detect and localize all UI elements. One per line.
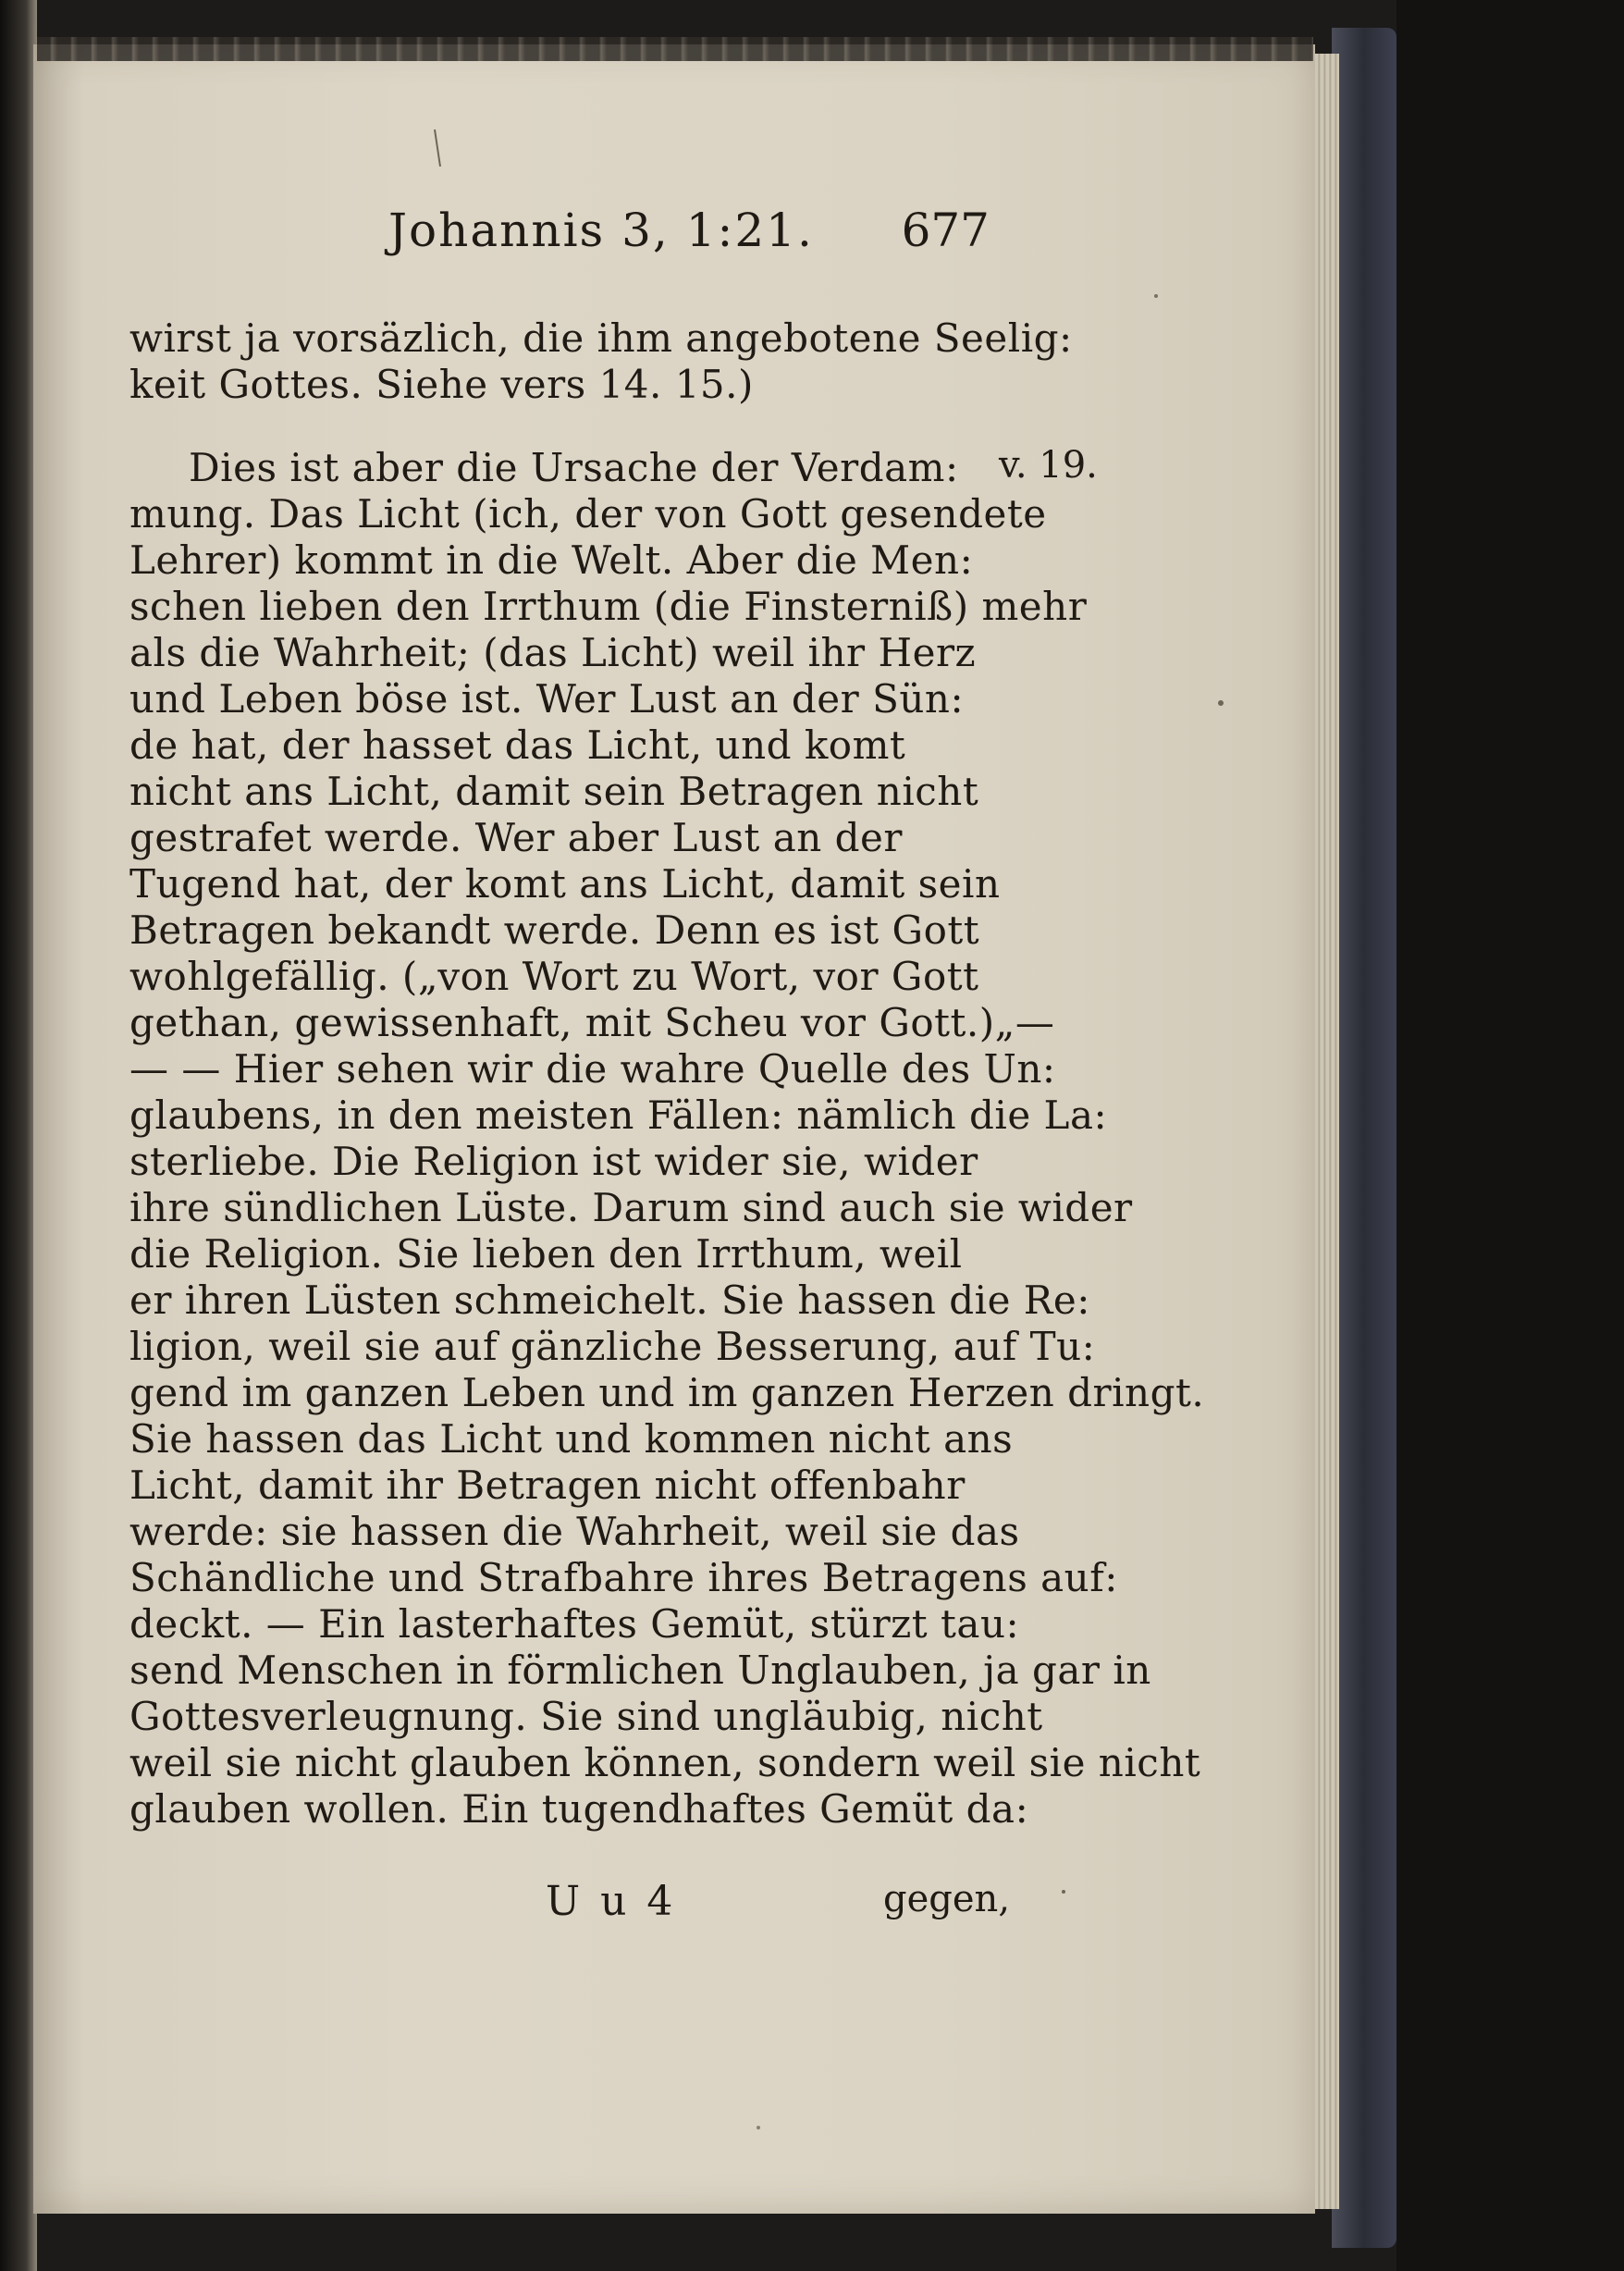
text-line: send Menschen in förmlichen Unglauben, ja gar in <box>129 1648 1151 1693</box>
text-line: Lehrer) kommt in die Welt. Aber die Men: <box>129 537 974 583</box>
text-line: werde: sie hassen die Wahrheit, weil sie das <box>129 1509 1020 1554</box>
text-line: ihre sündlichen Lüste. Darum sind auch sie wider <box>129 1185 1133 1230</box>
page-number: 677 <box>901 204 990 257</box>
text-line: Licht, damit ihr Betragen nicht offenbahr <box>129 1463 966 1508</box>
text-line: als die Wahrheit; (das Licht) weil ihr Herz <box>129 630 977 675</box>
text-line: nicht ans Licht, damit sein Betragen nicht <box>129 769 979 814</box>
text-line: keit Gottes. Siehe vers 14. 15.) <box>129 362 754 407</box>
text-line: glauben wollen. Ein tugendhaftes Gemüt da: <box>129 1786 1029 1832</box>
signature-mark: U u 4 <box>546 1878 677 1925</box>
running-title: Johannis 3, 1:21. <box>388 204 814 257</box>
text-line: er ihren Lüsten schmeichelt. Sie hassen die Re: <box>129 1277 1090 1323</box>
text-line: Dies ist aber die Ursache der Verdam: <box>189 445 959 490</box>
text-line: wohlgefällig. („von Wort zu Wort, vor Gott <box>129 954 979 999</box>
text-line: und Leben böse ist. Wer Lust an der Sün: <box>129 676 965 722</box>
text-line: Sie hassen das Licht und kommen nicht ans <box>129 1416 1014 1462</box>
text-line: gestrafet werde. Wer aber Lust an der <box>129 815 903 860</box>
text-line: Gottesverleugnung. Sie sind ungläubig, nicht <box>129 1694 1043 1739</box>
text-line: sterliebe. Die Religion ist wider sie, wider <box>129 1139 978 1184</box>
text-line: mung. Das Licht (ich, der von Gott gesendete <box>129 491 1047 537</box>
text-line: glaubens, in den meisten Fällen: nämlich die La: <box>129 1092 1108 1138</box>
text-line: Schändliche und Strafbahre ihres Betragens auf: <box>129 1555 1118 1600</box>
margin-verse-note: v. 19. <box>999 444 1098 487</box>
catchword: gegen, <box>883 1878 1011 1920</box>
text-line: gend im ganzen Leben und im ganzen Herzen dringt. <box>129 1370 1205 1415</box>
text-line: weil sie nicht glauben können, sondern weil sie nicht <box>129 1740 1201 1785</box>
text-line: ligion, weil sie auf gänzliche Besserung, auf Tu: <box>129 1324 1096 1369</box>
text-line: gethan, gewissenhaft, mit Scheu vor Gott.)„— <box>129 1000 1055 1045</box>
text-line: Tugend hat, der komt ans Licht, damit sein <box>129 861 1001 907</box>
text-line: Betragen bekandt werde. Denn es ist Gott <box>129 907 980 953</box>
text-line: schen lieben den Irrthum (die Finsterniß) mehr <box>129 584 1088 629</box>
text-line: de hat, der hasset das Licht, und komt <box>129 722 906 768</box>
text-line: — — Hier sehen wir die wahre Quelle des Un: <box>129 1046 1056 1092</box>
text-line: die Religion. Sie lieben den Irrthum, weil <box>129 1231 963 1277</box>
text-line: deckt. — Ein lasterhaftes Gemüt, stürzt tau: <box>129 1601 1020 1647</box>
text-line: wirst ja vorsäzlich, die ihm angebotene Seelig: <box>129 315 1073 361</box>
